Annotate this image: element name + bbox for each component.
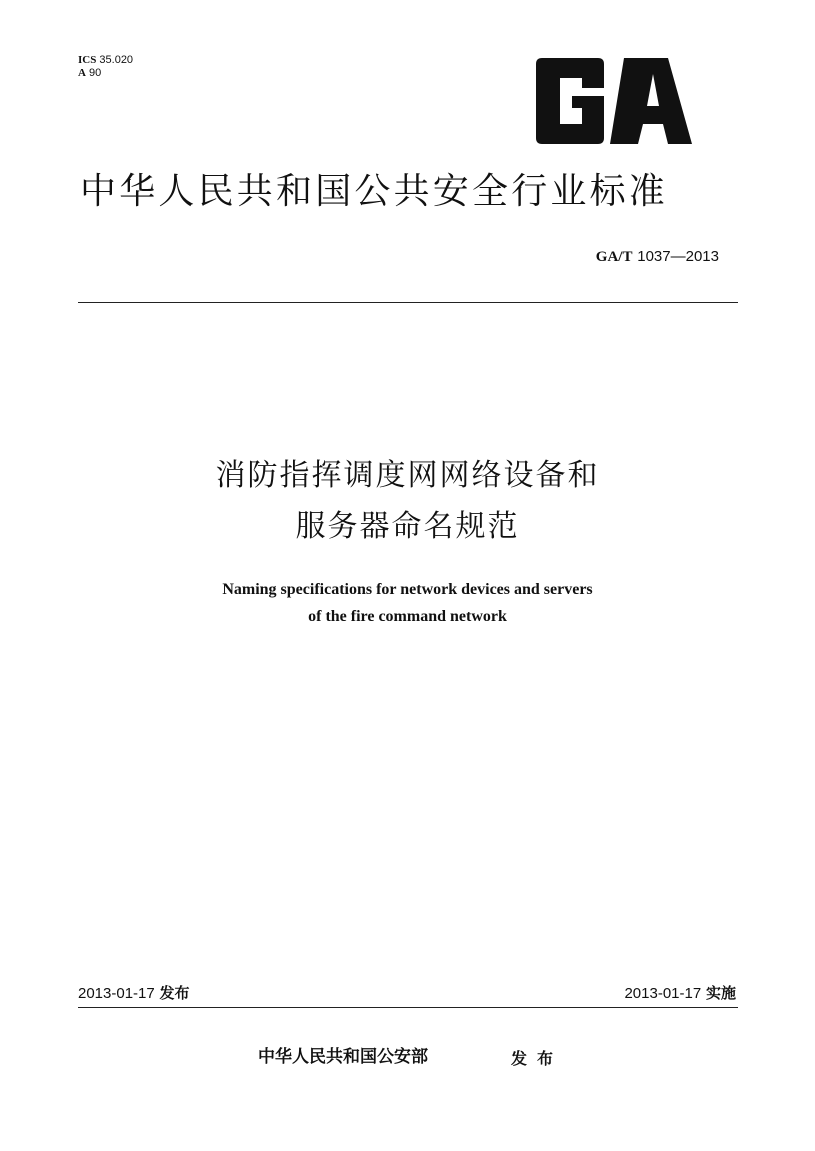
industry-standard-title: 中华人民共和国公共安全行业标准 (80, 171, 669, 212)
ics-code (78, 54, 133, 67)
issue-date-block (78, 983, 190, 1004)
ga-logo-letter-g (536, 58, 604, 144)
implementation-label: 实施 (705, 984, 736, 1002)
english-title-line-2: of the fire command network (308, 608, 507, 625)
implementation-date-block (624, 983, 736, 1004)
ccs-key: A (78, 67, 86, 79)
issue-date: 2013-01-17 (78, 985, 155, 1002)
ics-value: 35.020 (99, 54, 134, 66)
classification-codes (78, 54, 133, 80)
issuing-authority: 中华人民共和国公安部 (258, 1047, 428, 1067)
implementation-date: 2013-01-17 (624, 985, 702, 1002)
header-divider (78, 302, 738, 303)
english-title-line-1: Naming specifications for network devices and servers (222, 581, 593, 598)
chinese-title-line-1: 消防指挥调度网网络设备和 (215, 458, 600, 493)
footer-divider (78, 1007, 738, 1008)
ga-logo-letter-a (610, 58, 692, 144)
chinese-title-line-2: 服务器命名规范 (295, 509, 520, 544)
standard-number (596, 246, 719, 267)
standard-code: GA/T (595, 249, 633, 265)
ics-key: ICS (78, 54, 97, 66)
issue-label: 发布 (159, 984, 190, 1002)
ccs-value: 90 (89, 67, 102, 79)
ccs-code (78, 67, 133, 80)
ga-logo (532, 58, 692, 144)
issue-word: 发布 (511, 1049, 564, 1068)
standard-number-year: 1037—2013 (637, 248, 719, 265)
